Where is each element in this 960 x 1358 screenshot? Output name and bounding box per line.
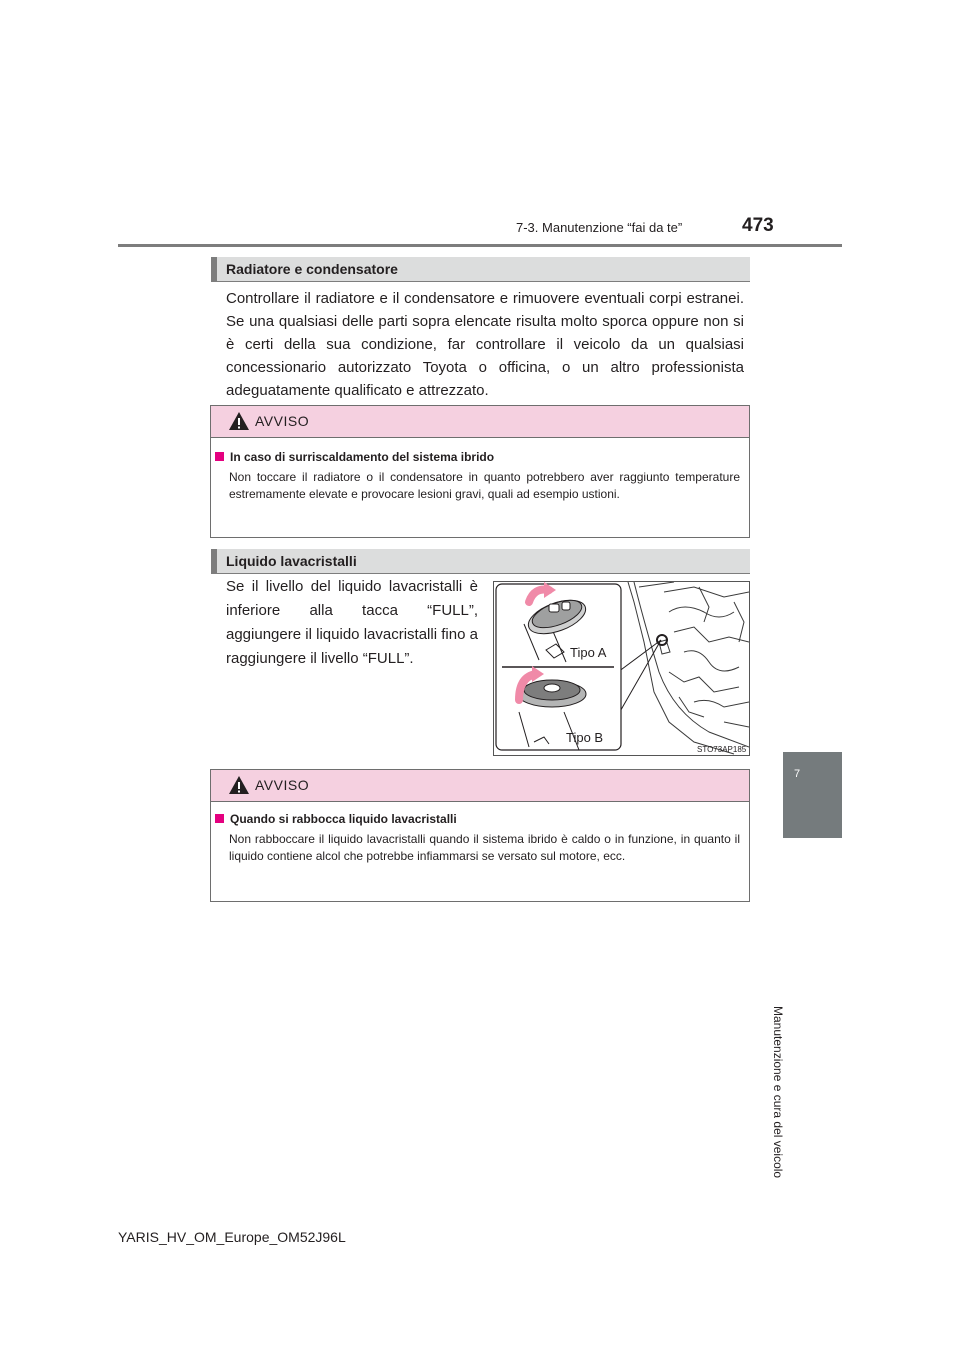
section-heading-radiator [211,257,750,281]
warning-triangle-icon [228,775,250,795]
section-underline [211,281,750,282]
warning-title: AVVISO [255,413,310,429]
page-number: 473 [742,215,774,236]
warning-item-heading-text: Quando si rabbocca liquido lavacristalli [230,812,457,826]
warning-title-bar [211,770,749,802]
warning-title-bar [211,406,749,438]
warning-item-text: Non rabboccare il liquido lavacristalli quando il sistema ibrido è caldo o in funzione, in quanto il liquido contiene alcol che potrebbe infiammarsi se versato sul motore, ecc. [229,832,740,863]
bullet-square-icon [215,452,224,461]
warning-item-heading [215,450,494,464]
warning-title: AVVISO [255,777,310,793]
warning-item-heading [215,812,457,826]
warning-item-text: Non toccare il radiatore o il condensatore in quanto potrebbero aver raggiunto temperature estremamente elevate e provocare lesioni gravi, quali ad esempio ustioni. [229,470,740,501]
header-rule [118,244,842,247]
washer-reservoir-illustration [493,581,750,756]
section-heading-radiator-text: Radiatore e condensatore [226,261,398,277]
section-heading-washer [211,549,750,573]
warning-box-overheating [210,405,750,538]
illustration-drawing [494,582,749,755]
warning-item-heading-text: In caso di surriscaldamento del sistema ibrido [230,450,495,464]
figure-code: STO73AP185 [697,745,747,754]
label-type-a: Tipo A [570,645,607,660]
chapter-label: Manutenzione e cura del veicolo [771,1006,785,1179]
label-type-b: Tipo B [566,730,604,745]
document-code: YARIS_HV_OM_Europe_OM52J96L [118,1229,346,1245]
warning-box-refill [210,769,750,902]
chapter-number: 7 [794,768,801,780]
bullet-square-icon [215,814,224,823]
section-underline [211,573,750,574]
radiator-paragraph: Controllare il radiatore e il condensatore e rimuovere eventuali corpi estranei. Se una qualsiasi delle parti sopra elencate risulta molto sporca oppure non si è certi della sua condizione, far controllare il veicolo da un qualsiasi concessionario autorizzato Toyota o officina, o un altro professionista adeguatamente qualificato e attrezzato. [226,290,744,399]
header-section-title: 7-3. Manutenzione “fai da te” [516,220,683,235]
warning-triangle-icon [228,411,250,431]
section-heading-washer-text: Liquido lavacristalli [226,553,357,569]
washer-paragraph: Se il livello del liquido lavacristalli è inferiore alla tacca “FULL”, aggiungere il liquido lavacristalli fino a raggiungere il livello “FULL”. [226,578,478,667]
chapter-tab [783,752,842,838]
